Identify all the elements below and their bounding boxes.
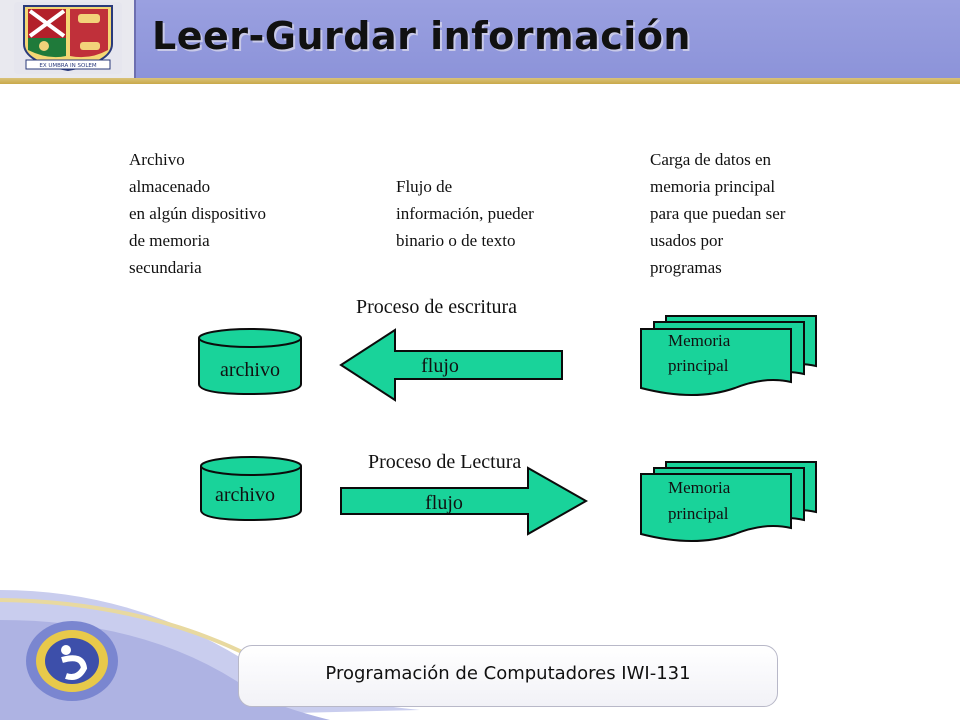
read-file-label: archivo bbox=[215, 484, 275, 506]
storage-description-line: en algún dispositivo bbox=[129, 204, 266, 223]
read-flow-arrow bbox=[341, 468, 586, 534]
memory-description-line: usados por bbox=[650, 231, 724, 250]
write-file-cylinder bbox=[199, 329, 301, 394]
write-memory-stack bbox=[641, 316, 816, 395]
read-process-title: Proceso de Lectura bbox=[368, 451, 522, 473]
read-file-cylinder bbox=[201, 457, 301, 520]
write-memory-label-line: Memoria bbox=[668, 331, 731, 350]
memory-description-line: programas bbox=[650, 258, 722, 277]
storage-description-line: Archivo bbox=[129, 150, 185, 169]
flow-description-line: Flujo de bbox=[396, 177, 453, 196]
storage-description-line: secundaria bbox=[129, 258, 202, 277]
memory-description-line: para que puedan ser bbox=[650, 204, 786, 223]
storage-description-line: almacenado bbox=[129, 177, 211, 196]
read-memory-label-line: Memoria bbox=[668, 478, 731, 497]
storage-description-line: de memoria bbox=[129, 231, 210, 250]
info-logo-icon bbox=[22, 618, 122, 704]
slide-title: Leer-Gurdar información bbox=[152, 14, 691, 58]
read-memory-label-line: principal bbox=[668, 504, 729, 523]
read-flow-label: flujo bbox=[425, 492, 463, 514]
flow-description-line: información, pueder bbox=[396, 204, 534, 223]
write-process-title: Proceso de escritura bbox=[356, 296, 518, 318]
memory-description-line: memoria principal bbox=[650, 177, 776, 196]
read-memory-stack bbox=[641, 462, 816, 541]
write-flow-arrow bbox=[341, 330, 562, 400]
footer-course-label: Programación de Computadores IWI-131 bbox=[325, 663, 691, 684]
logo-motto: EX UMBRA IN SOLEM bbox=[39, 63, 97, 69]
memory-description-line: Carga de datos en bbox=[650, 150, 772, 169]
write-flow-label: flujo bbox=[421, 355, 459, 377]
write-memory-label-line: principal bbox=[668, 356, 729, 375]
write-file-label: archivo bbox=[220, 359, 280, 381]
flow-description-line: binario o de texto bbox=[396, 231, 516, 250]
